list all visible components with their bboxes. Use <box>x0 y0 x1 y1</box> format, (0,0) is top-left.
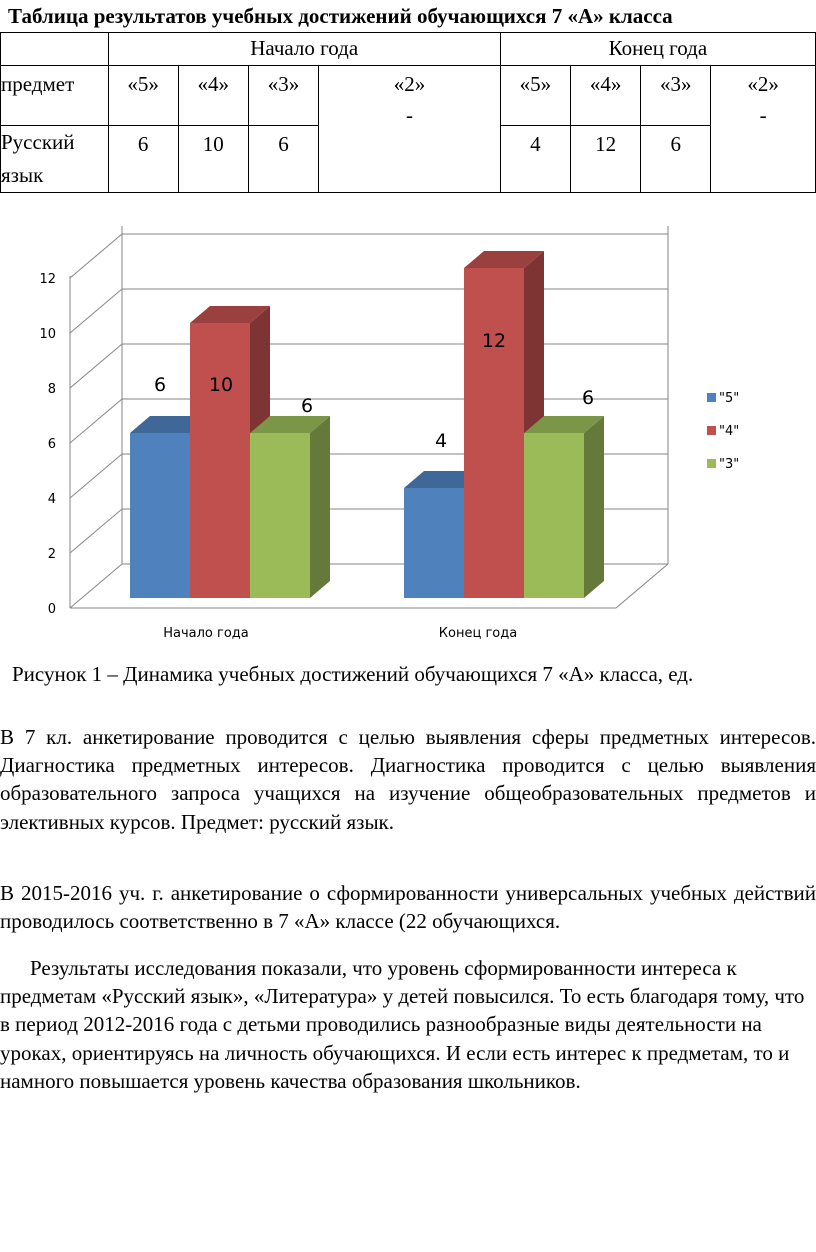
legend-label: "4" <box>719 424 740 439</box>
gridline-diagonal <box>70 289 122 333</box>
paragraph: В 2015-2016 уч. г. анкетирование о сформированности универсальных учебных действий проводилось соответственно в 7 «А» классе (22 обучающихся. <box>0 881 816 934</box>
value-cell: 4 <box>500 126 570 193</box>
legend-label: "5" <box>719 391 740 406</box>
grade-header: «2» - <box>319 66 501 193</box>
dash-value: - <box>759 103 767 127</box>
data-label: 12 <box>481 330 507 352</box>
gridline-diagonal <box>70 399 122 443</box>
value-cell: 12 <box>571 126 641 193</box>
y-tick-label: 10 <box>39 327 56 342</box>
grade-header: «3» <box>641 66 711 126</box>
grade-header: «3» <box>248 66 318 126</box>
paragraph: Результаты исследования показали, что уровень сформированности интереса к предметам «Русский язык», «Литература» у детей повысился. То есть благодаря тому, что в период 2012-2016 года с детьми проводились разнообразные виды деятельности на уроках, ориентируясь на личность обучающихся. И если есть интерес к предметам, то и намного повышается уровень качества образования школьников. <box>0 956 805 1093</box>
gridline-diagonal <box>70 564 122 608</box>
legend-swatch <box>707 459 716 468</box>
value-cell: 6 <box>248 126 318 193</box>
header-period-start: Начало года <box>108 33 500 66</box>
x-tick-label: Конец года <box>438 626 518 641</box>
gridline-diagonal <box>70 344 122 388</box>
y-tick-label: 6 <box>47 437 56 452</box>
bar <box>404 488 464 598</box>
grade-header: «2» - <box>711 66 816 193</box>
bar <box>524 433 584 598</box>
legend-label: "3" <box>719 457 740 472</box>
y-tick-label: 8 <box>47 382 56 397</box>
data-label: 6 <box>300 395 314 417</box>
y-tick-label: 0 <box>47 602 56 617</box>
bar <box>464 268 524 598</box>
floor-edge <box>616 564 668 608</box>
legend-swatch <box>707 393 716 402</box>
bar <box>250 433 310 598</box>
bar-chart <box>0 226 816 650</box>
gridline-diagonal <box>70 234 122 278</box>
gridline-diagonal <box>70 509 122 553</box>
subject-header: предмет <box>1 66 109 126</box>
results-table <box>0 32 816 193</box>
y-tick-label: 12 <box>39 272 56 287</box>
data-label: 10 <box>208 374 234 396</box>
header-period-end: Конец года <box>500 33 815 66</box>
grade-header: «4» <box>178 66 248 126</box>
table-corner-cell <box>1 33 109 66</box>
figure-caption: Рисунок 1 – Динамика учебных достижений обучающихся 7 «А» класса, ед. <box>12 662 694 686</box>
value-cell: 6 <box>641 126 711 193</box>
gridline-diagonal <box>70 454 122 498</box>
value-cell: 10 <box>178 126 248 193</box>
grade-header: «4» <box>571 66 641 126</box>
table-title: Таблица результатов учебных достижений обучающихся 7 «А» класса <box>8 4 673 28</box>
value-cell: 6 <box>108 126 178 193</box>
dash-value: - <box>405 103 413 127</box>
legend-swatch <box>707 426 716 435</box>
bar-side <box>584 416 604 598</box>
grade-header: «5» <box>500 66 570 126</box>
paragraph: В 7 кл. анкетирование проводится с целью выявления сферы предметных интересов. Диагностика предметных интересов. Диагностика проводится с целью выявления образовательного запроса учащихся на изучение общеобразовательных предметов и элективных курсов. Предмет: русский язык. <box>0 725 816 834</box>
grade-header: «5» <box>108 66 178 126</box>
y-tick-label: 4 <box>47 492 56 507</box>
bar-side <box>310 416 330 598</box>
x-tick-label: Начало года <box>163 626 249 641</box>
bar <box>130 433 190 598</box>
data-label: 4 <box>434 430 448 452</box>
y-tick-label: 2 <box>47 547 56 562</box>
data-label: 6 <box>153 374 167 396</box>
subject-cell: Русский язык <box>1 126 109 193</box>
data-label: 6 <box>581 387 595 409</box>
bar <box>190 323 250 598</box>
